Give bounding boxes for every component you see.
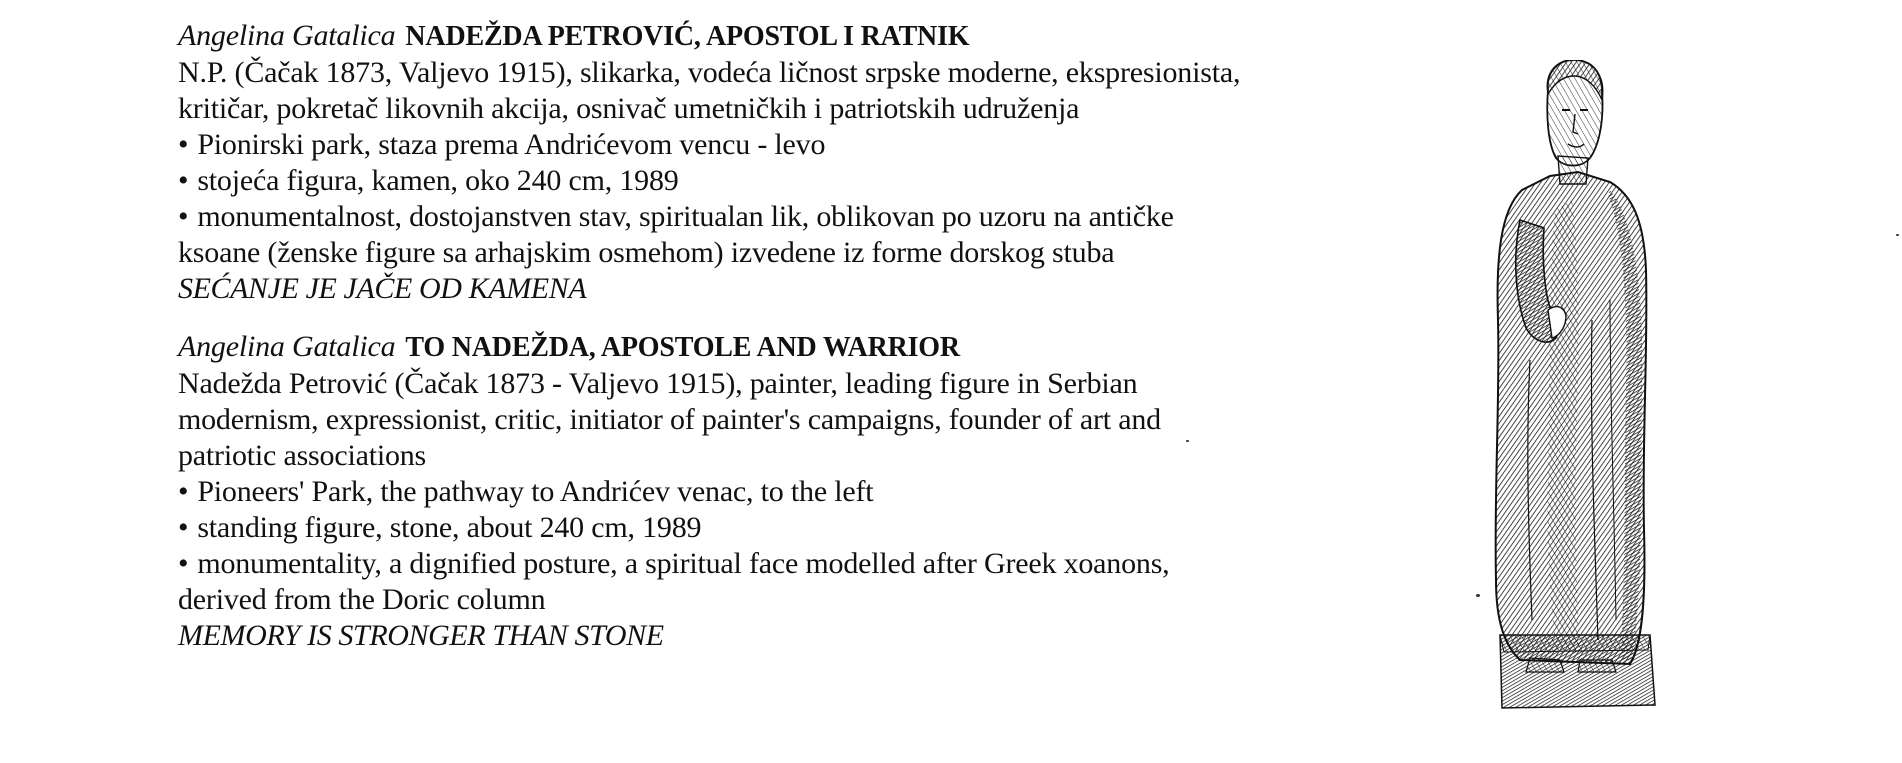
work-title: TO NADEŽDA, APOSTOLE AND WARRIOR bbox=[405, 332, 960, 363]
bullet-location: • Pionirski park, staza prema Andrićevom vencu - levo bbox=[178, 127, 1258, 163]
entry-english bbox=[178, 329, 1258, 654]
author-name: Angelina Gatalica bbox=[178, 330, 396, 363]
statue-drawing bbox=[1460, 60, 1680, 720]
author-name: Angelina Gatalica bbox=[178, 19, 396, 52]
entry-heading bbox=[178, 18, 1258, 55]
bullet-material: • standing figure, stone, about 240 cm, 1989 bbox=[178, 510, 1258, 546]
entry-description: Nadežda Petrović (Čačak 1873 - Valjevo 1915), painter, leading figure in Serbian modernism, expressionist, critic, initiator of painter's campaigns, founder of art and patriotic associations bbox=[178, 367, 1161, 472]
entry-heading bbox=[178, 329, 1258, 366]
entry-motto: SEĆANJE JE JAČE OD KAMENA bbox=[178, 272, 587, 305]
text-column bbox=[178, 18, 1258, 654]
entry-description: N.P. (Čačak 1873, Valjevo 1915), slikarka, vodeća ličnost srpske moderne, ekspresionista, kritičar, pokretač likovnih akcija, osnivač umetničkih i patriotskih udruženja bbox=[178, 56, 1241, 125]
entry-serbian bbox=[178, 18, 1258, 307]
entry-motto: MEMORY IS STRONGER THAN STONE bbox=[178, 619, 664, 652]
print-speck bbox=[1186, 440, 1189, 442]
bullet-material: • stojeća figura, kamen, oko 240 cm, 1989 bbox=[178, 163, 1258, 199]
bullet-location: • Pioneers' Park, the pathway to Andrićev venac, to the left bbox=[178, 474, 1258, 510]
work-title: NADEŽDA PETROVIĆ, APOSTOL I RATNIK bbox=[405, 21, 970, 52]
standing-statue-illustration bbox=[1460, 60, 1680, 720]
bullet-character: • monumentality, a dignified posture, a spiritual face modelled after Greek xoanons, derived from the Doric column bbox=[178, 546, 1258, 618]
print-speck bbox=[1476, 594, 1480, 597]
bullet-character: • monumentalnost, dostojanstven stav, spiritualan lik, oblikovan po uzoru na antičke ksoane (ženske figure sa arhajskim osmehom) izvedene iz forme dorskog stuba bbox=[178, 199, 1258, 271]
print-speck bbox=[1896, 234, 1899, 236]
